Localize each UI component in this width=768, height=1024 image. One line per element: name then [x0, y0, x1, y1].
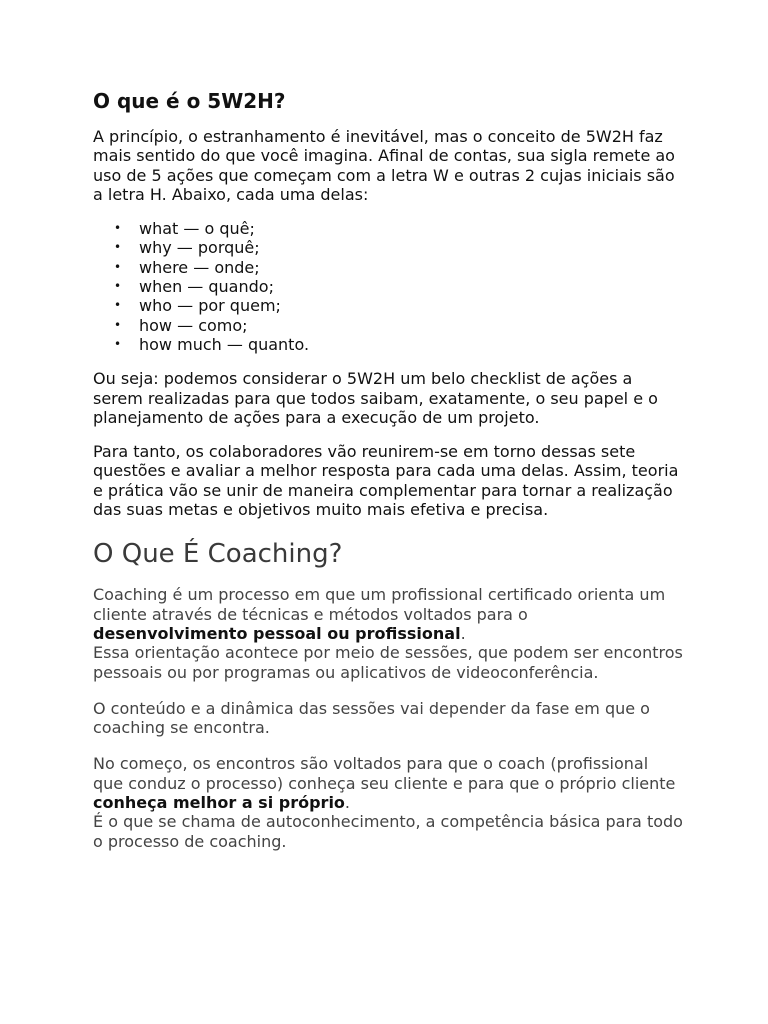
- paragraph-coaching-definition: [93, 585, 683, 681]
- bold-phrase: desenvolvimento pessoal ou profissional: [93, 623, 461, 643]
- text-run: .: [344, 793, 351, 813]
- list-item: • when — quando;: [139, 277, 683, 296]
- list-item: • how much — quanto.: [139, 335, 683, 354]
- section-heading-5w2h: O que é o 5W2H?: [93, 89, 286, 113]
- list-item: • who — por quem;: [139, 296, 683, 315]
- list-item: • how — como;: [139, 316, 683, 335]
- paragraph-colaboradores: Para tanto, os colaboradores vão reunirem-se em torno dessas sete questões e avaliar a melhor resposta para cada uma delas. Assim, teoria e prática vão se unir de maneira complementar para tornar a realização das suas metas e objetivos muito mais efetiva e precisa.: [93, 442, 679, 520]
- text-run: Coaching é um processo em que um profissional certificado orienta um cliente através de técnicas e métodos voltados para o: [93, 585, 666, 624]
- document-content: [93, 88, 683, 851]
- text-run: No começo, os encontros são voltados para que o coach (profissional que conduz o processo) conheça seu cliente e para que o próprio cliente: [93, 754, 676, 793]
- list-item: • what — o quê;: [139, 219, 683, 238]
- paragraph-coaching-beginning: [93, 754, 683, 850]
- section-heading-coaching: O Que É Coaching?: [93, 539, 343, 570]
- paragraph-coaching-dynamics: O conteúdo e a dinâmica das sessões vai depender da fase em que o coaching se encontra.: [93, 698, 650, 738]
- text-run: .: [460, 623, 466, 643]
- list-item: • where — onde;: [139, 258, 683, 277]
- paragraph-checklist: Ou seja: podemos considerar o 5W2H um belo checklist de ações a serem realizadas para que todos saibam, exatamente, o seu papel e o planejamento de ações para a execução de um projeto.: [93, 369, 658, 427]
- bold-phrase: conheça melhor a si próprio: [93, 793, 345, 813]
- list-item: • why — porquê;: [139, 238, 683, 257]
- text-run: É o que se chama de autoconhecimento, a competência básica para todo o processo de coaching.: [93, 812, 683, 851]
- list-5w2h: [93, 219, 683, 354]
- paragraph-intro: A princípio, o estranhamento é inevitável, mas o conceito de 5W2H faz mais sentido do que você imagina. Afinal de contas, sua sigla remete ao uso de 5 ações que começam com a letra W e outras 2 cujas iniciais são a letra H. Abaixo, cada uma delas:: [93, 127, 675, 204]
- text-run: Essa orientação acontece por meio de sessões, que podem ser encontros pessoais ou por programas ou aplicativos de videoconferência.: [93, 643, 683, 682]
